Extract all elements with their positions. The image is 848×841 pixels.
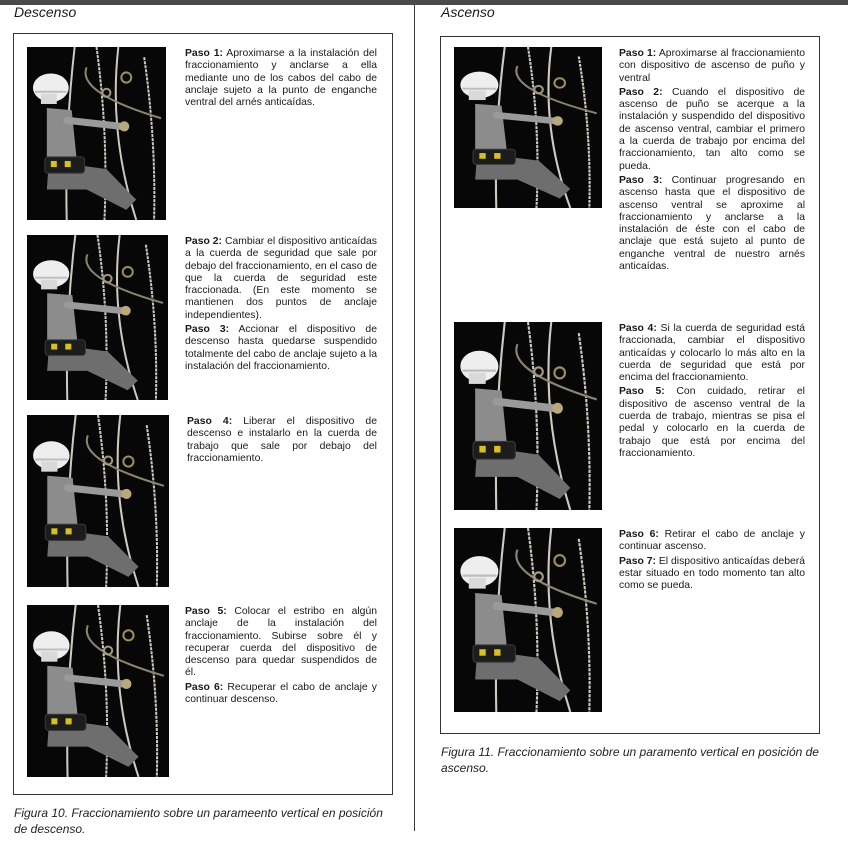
step-paragraph: Paso 5: Colocar el estribo en algún anclaje de la instalación del fraccionamiento. Subirse sobre él y recuperar cuerda del dispositivo de descenso para quedar suspendidos de él.: [185, 606, 378, 679]
column-divider: [414, 5, 415, 831]
descent-photo-3: [27, 415, 169, 587]
step-paragraph: Paso 4: Si la cuerda de seguridad está fraccionada, cambiar el dispositivo anticaídas y colocarlo lo más alto en la cuerda de seguridad que está por encima del fraccionamiento.: [619, 323, 805, 384]
descent-steps-block-2: [185, 236, 377, 375]
step-paragraph: Paso 6: Retirar el cabo de anclaje y continuar ascenso.: [619, 529, 805, 553]
step-paragraph: Paso 6: Recuperar el cabo de anclaje y continuar descenso.: [185, 681, 378, 706]
figure-11-caption: Figura 11. Fraccionamiento sobre un paramento vertical en posición de ascenso.: [441, 745, 819, 775]
ascent-steps-block-2: [619, 323, 805, 462]
step-paragraph: Paso 3: Accionar el dispositivo de descenso hasta quedarse suspendido totalmente del cabo de anclaje sujeto a la instalación del fraccionamiento.: [185, 324, 377, 372]
step-paragraph: Paso 2: Cambiar el dispositivo anticaídas a la cuerda de seguridad que sale por debajo del fraccionamiento, en el caso de que la cuerda de seguridad este fraccionada. (En este momento se mantienen dos puntos de anclaje independientes).: [185, 236, 377, 321]
descent-steps-block-1: [185, 48, 377, 111]
ascent-photo-3: [454, 528, 602, 712]
descent-photo-2: [27, 235, 168, 400]
ascent-steps-block-1: [619, 48, 805, 275]
section-title-descenso: Descenso: [14, 4, 77, 20]
step-paragraph: Paso 1: Aproximarse a la instalación del fraccionamiento y anclarse a ella mediante uno de los cabos del cabo de anclaje sujeto a la punto de enganche ventral del arnés anticaídas.: [185, 48, 377, 109]
step-paragraph: Paso 2: Cuando el dispositivo de ascenso de puño se acerque a la instalación y suspendido del dispositivo de ascenso ventral, cambiar el primero a la cuerda de trabajo por encima del fraccionamiento, tan alto como se pueda.: [619, 86, 806, 172]
top-bar: [0, 0, 848, 5]
figure-10-caption: Figura 10. Fraccionamiento sobre un parameento vertical en posición de descenso.: [14, 806, 383, 836]
descent-photo-4: [27, 605, 169, 777]
section-title-ascenso: Ascenso: [441, 4, 495, 20]
descent-photo-1: [27, 47, 166, 220]
step-paragraph: Paso 4: Liberar el dispositivo de descenso e instalarlo en la cuerda de trabajo que sale por debajo del fraccionamiento.: [187, 416, 377, 464]
step-paragraph: Paso 5: Con cuidado, retirar el dispositivo de ascenso ventral de la cuerda de trabajo, mientras se pisa el pedal y colocarlo en la cuerda de trabajo que está por encima del fraccionamiento.: [619, 386, 805, 459]
ascent-photo-1: [454, 47, 602, 208]
descent-steps-block-4: [185, 606, 377, 708]
descent-steps-block-3: [187, 416, 377, 467]
ascent-photo-2: [454, 322, 602, 510]
ascent-steps-block-3: [619, 529, 805, 594]
step-paragraph: Paso 3: Continuar progresando en ascenso hasta que el dispositivo de ascenso ventral se aproxime al fraccionamiento y anclarse a la instalación de éste con el cabo de anclaje que está sujeto al punto de enganche ventral de nuestro arnés anticaídas.: [619, 174, 805, 273]
step-paragraph: Paso 7: El dispositivo anticaídas deberá estar situado en todo momento tan alto como se pueda.: [619, 555, 805, 592]
step-paragraph: Paso 1: Aproximarse al fraccionamiento con dispositivo de ascenso de puño y ventral: [619, 48, 805, 84]
